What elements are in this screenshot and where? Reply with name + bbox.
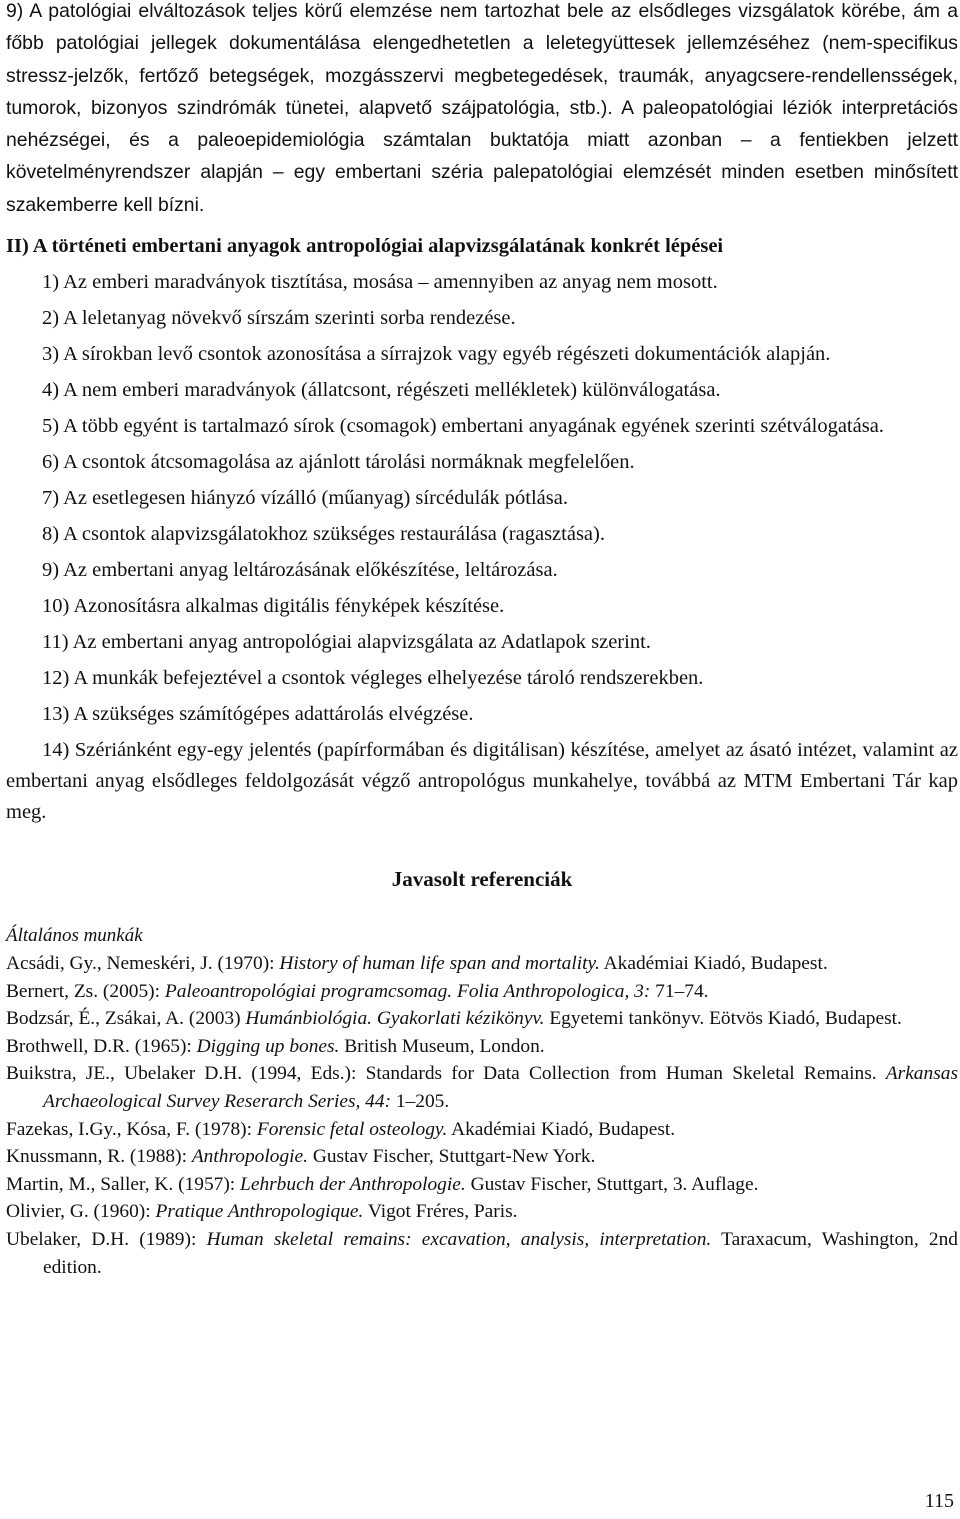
list-item (6, 447, 958, 478)
reference-title: Anthropologie. (191, 1146, 308, 1168)
list-item (6, 555, 958, 586)
list-item (6, 627, 958, 658)
reference-authors: Olivier, G. (1960): (6, 1201, 156, 1223)
step-number: 13) (42, 703, 70, 726)
step-text: A csontok alapvizsgálatokhoz szükséges restaurálása (ragasztása). (63, 523, 605, 546)
reference-item (6, 1005, 958, 1033)
step-text: A munkák befejeztével a csontok végleges elhelyezése tároló rendszerekben. (73, 667, 704, 690)
step-text: A több egyént is tartalmazó sírok (csomagok) embertani anyagának egyének szerinti szétválogatása. (63, 415, 884, 438)
reference-item (6, 1033, 958, 1061)
step-number: 10) (42, 595, 70, 618)
step-number: 14) (42, 739, 70, 762)
reference-publisher: Gustav Fischer, Stuttgart, 3. Auflage. (465, 1173, 759, 1195)
step-number: 2) (42, 307, 60, 330)
reference-title: Digging up bones. (196, 1035, 340, 1057)
reference-authors: Bernert, Zs. (2005): (6, 980, 165, 1002)
step-text: A szükséges számítógépes adattárolás elvégzése. (73, 703, 474, 726)
reference-item (6, 1226, 958, 1281)
step-text: A leletanyag növekvő sírszám szerinti sorba rendezése. (63, 307, 516, 330)
reference-publisher: 71–74. (650, 980, 709, 1002)
reference-publisher: Akadémiai Kiadó, Budapest. (447, 1118, 676, 1140)
step-text: Azonosításra alkalmas digitális fényképek készítése. (73, 595, 505, 618)
references-list (6, 950, 958, 1281)
step-text: Az embertani anyag antropológiai alapvizsgálata az Adatlapok szerint. (72, 631, 651, 654)
step-number: 7) (42, 487, 60, 510)
step-number: 12) (42, 667, 70, 690)
step-number: 6) (42, 451, 60, 474)
reference-publisher: 1–205. (391, 1091, 450, 1113)
reference-authors: Acsádi, Gy., Nemeskéri, J. (1970): (6, 953, 280, 975)
reference-authors: Ubelaker, D.H. (1989): (6, 1229, 207, 1251)
reference-title: Arkansas Archaeological Survey Reserarch Series, 44: (43, 1063, 958, 1113)
step-number: 4) (42, 379, 60, 402)
step-number: 5) (42, 415, 60, 438)
reference-title: Forensic fetal osteology. (256, 1118, 448, 1140)
list-item (6, 519, 958, 550)
reference-title: Pratique Anthropologique. (155, 1201, 364, 1223)
document-page (6, 0, 958, 1281)
steps-list (6, 267, 958, 828)
list-item (6, 663, 958, 694)
reference-item (6, 950, 958, 978)
step-text: Az embertani anyag leltározásának előkészítése, leltározása. (63, 559, 558, 582)
reference-authors: Fazekas, I.Gy., Kósa, F. (1978): (6, 1118, 257, 1140)
reference-item (6, 1198, 958, 1226)
step-number: 8) (42, 523, 60, 546)
reference-publisher: Taraxacum, Washington, 2nd edition. (43, 1229, 958, 1278)
intro-paragraph: 9) A patológiai elváltozások teljes körű elemzése nem tartozhat bele az elsődleges vizsgálatok körébe, ám a főbb patológiai jellegek dokumentálása elengedhetetlen a leletegyüttesek jellemzéséhez (nem-specifikus stressz-jelzők, fertőző betegségek, mozgásszervi megbetegedések, traumák, anyagcsere-rendellensségek, tumorok, bizonyos szindrómák tünetei, alapvető szájpatológia, stb.). A paleopatológiai léziók interpretációs nehézségei, és a paleoepidemiológia számtalan buktatója miatt azonban – a fentiekben jelzett követelményrendszer alapján – egy embertani széria palepatológiai elemzését minden esetben minősített szakemberre kell bízni. (6, 0, 958, 216)
list-item (6, 483, 958, 514)
list-item (6, 303, 958, 334)
step-number: 9) (42, 559, 60, 582)
reference-title: Human skeletal remains: excavation, analysis, interpretation. (206, 1229, 712, 1251)
step-number: 1) (42, 271, 60, 294)
step-text: A sírokban levő csontok azonosítása a sírrajzok vagy egyéb régészeti dokumentációk alapján. (63, 343, 831, 366)
list-item (6, 339, 958, 370)
reference-title: History of human life span and mortality. (279, 953, 600, 975)
step-text: Az esetlegesen hiányzó vízálló (műanyag) sírcédulák pótlása. (63, 487, 568, 510)
list-item (6, 699, 958, 730)
reference-authors: Martin, M., Saller, K. (1957): (6, 1173, 241, 1195)
reference-item (6, 1143, 958, 1171)
step-text: Szériánként egy-egy jelentés (papírformában és digitálisan) készítése, amelyet az ásató intézet, valamint az embertani anyag elsődleges feldolgozását végző antropológus munkahelye, továbbá az MTM Embertani Tár kap meg. (6, 739, 958, 824)
step-text: A csontok átcsomagolása az ajánlott tárolási normáknak megfelelően. (63, 451, 635, 474)
reference-publisher: Akadémiai Kiadó, Budapest. (599, 953, 828, 975)
list-item (6, 267, 958, 298)
section-heading: II) A történeti embertani anyagok antropológiai alapvizsgálatának konkrét lépései (6, 235, 724, 258)
page-number: 115 (924, 1490, 954, 1512)
references-subtitle: Általános munkák (6, 925, 143, 947)
reference-item (6, 1116, 958, 1144)
reference-authors: Knussmann, R. (1988): (6, 1146, 192, 1168)
reference-publisher: Gustav Fischer, Stuttgart-New York. (307, 1146, 596, 1168)
list-item (6, 375, 958, 406)
reference-title: Paleoantropológiai programcsomag. Folia Anthropologica, 3: (164, 980, 651, 1002)
reference-item (6, 1171, 958, 1199)
list-item (6, 591, 958, 622)
list-item (6, 411, 958, 442)
reference-publisher: British Museum, London. (339, 1035, 545, 1057)
reference-title: Humánbiológia. Gyakorlati kézikönyv. (245, 1008, 545, 1030)
reference-title: Lehrbuch der Anthropologie. (240, 1173, 466, 1195)
step-text: A nem emberi maradványok (állatcsont, régészeti mellékletek) különválogatása. (63, 379, 721, 402)
references-title: Javasolt referenciák (391, 867, 573, 892)
step-number: 3) (42, 343, 60, 366)
reference-authors: Brothwell, D.R. (1965): (6, 1035, 197, 1057)
reference-item (6, 1060, 958, 1115)
reference-publisher: Egyetemi tankönyv. Eötvös Kiadó, Budapest. (544, 1008, 902, 1030)
step-number: 11) (42, 631, 69, 654)
reference-publisher: Vigot Fréres, Paris. (363, 1201, 518, 1223)
step-text: Az emberi maradványok tisztítása, mosása – amennyiben az anyag nem mosott. (63, 271, 718, 294)
reference-authors: Buikstra, JE., Ubelaker D.H. (1994, Eds.): Standards for Data Collection from Human Skeletal Remains. (6, 1063, 886, 1085)
reference-item (6, 978, 958, 1006)
reference-authors: Bodzsár, É., Zsákai, A. (2003) (6, 1008, 246, 1030)
list-item (6, 735, 958, 828)
